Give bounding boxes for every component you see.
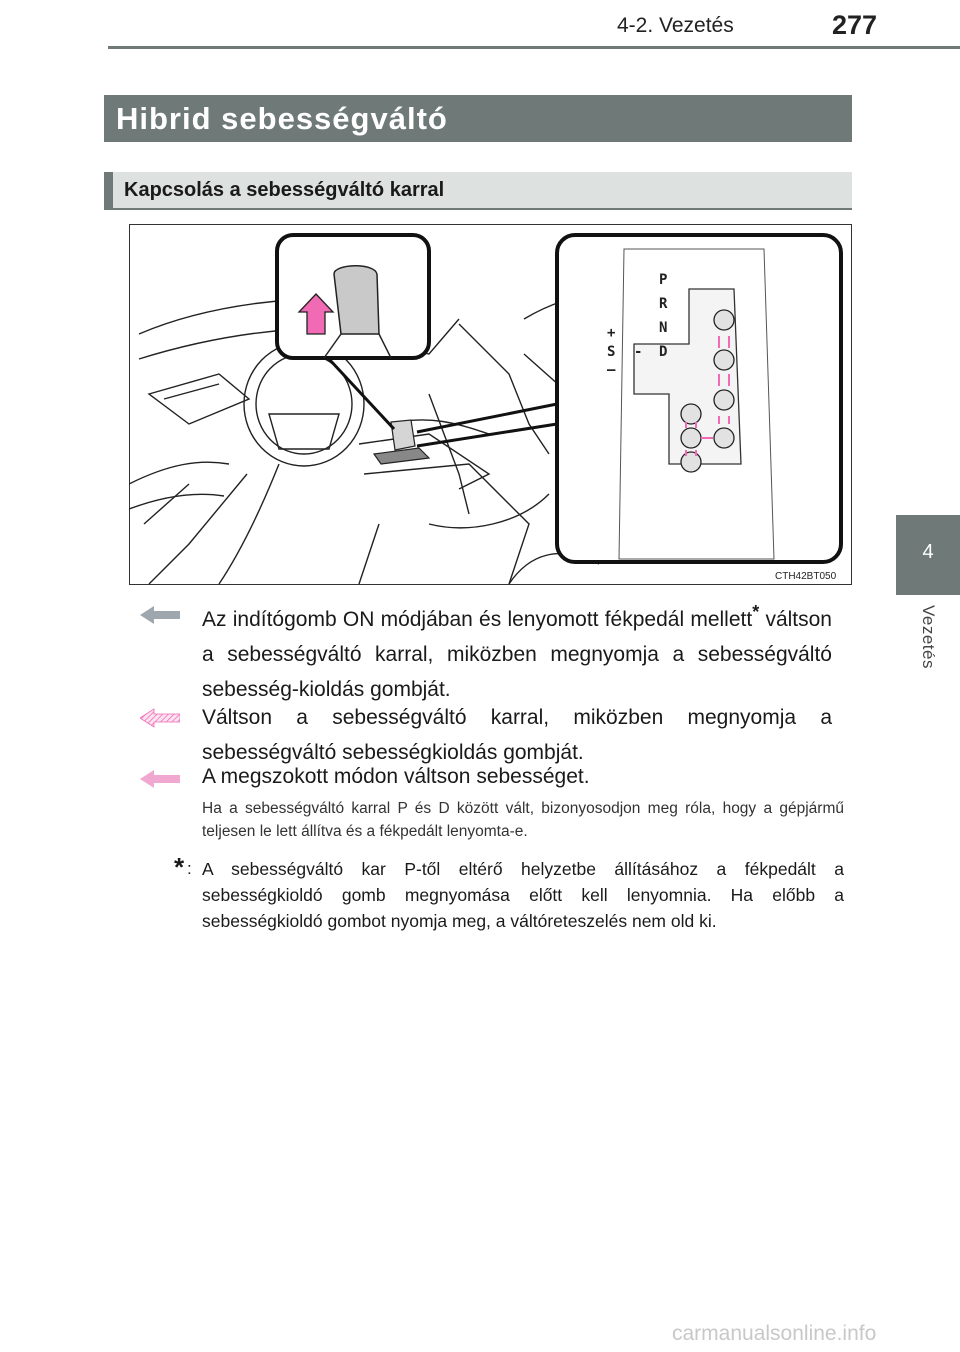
page-number: 277	[832, 10, 878, 40]
gate-label-d: D	[659, 344, 668, 360]
footnote-colon: :	[187, 859, 192, 878]
shift-gate-inset	[557, 235, 841, 562]
gate-label-s: S	[607, 344, 616, 360]
gate-label-n: N	[659, 320, 668, 336]
gate-label-plus: +	[607, 325, 616, 341]
solid-gray-arrow-icon	[140, 605, 180, 625]
subtitle-accent	[104, 172, 113, 210]
gate-label-p: P	[659, 272, 668, 288]
page-title: Hibrid sebességváltó	[116, 101, 448, 136]
legend-item-pink	[140, 759, 860, 799]
caution-note: Ha a sebességváltó karral P és D között vált, bizonyosodjon meg róla, hogy a gépjármű teljesen le lett állítva és a fékpedált lenyomta-e.	[202, 800, 844, 840]
chapter-tab	[896, 515, 960, 595]
legend-item-gray	[140, 595, 860, 705]
gate-label-minus: –	[607, 362, 616, 378]
page-title-bar	[104, 95, 852, 142]
chapter-label: Vezetés	[919, 605, 938, 669]
knob-closeup-inset	[277, 235, 429, 358]
solid-pink-arrow-icon	[140, 769, 180, 789]
gate-label-dash: -	[634, 344, 643, 360]
subtitle: Kapcsolás a sebességváltó karral	[124, 179, 445, 201]
footnote-text: A sebességváltó kar P-től eltérő helyzetbe állításához a fékpedált a sebességkioldó gomb megnyomása előtt kell lenyomnia. Ha előbb a sebességkioldó gombot nyomja meg, a váltóreteszelés nem old ki.	[202, 859, 844, 931]
gate-label-r: R	[659, 296, 668, 312]
shift-lever-illustration	[129, 224, 852, 585]
legend-text-pink: A megszokott módon váltson sebességet.	[202, 765, 590, 788]
header-rule	[108, 46, 960, 49]
hatched-pink-arrow-icon	[140, 708, 180, 728]
legend-text-hatched: Váltson a sebességváltó karral, miközben megnyomja a sebességváltó sebességkioldás gombját.	[202, 706, 832, 764]
chapter-number: 4	[922, 541, 934, 563]
watermark: carmanualsonline.info	[672, 1322, 877, 1345]
figure-code: CTH42BT050	[775, 571, 837, 582]
subtitle-bar	[104, 172, 852, 210]
section-heading: 4-2. Vezetés	[617, 14, 734, 37]
footnote-mark: *	[174, 852, 185, 882]
legend-text-gray: Az indítógomb ON módjában és lenyomott fékpedál mellett* váltson a sebességváltó karral, miközben megnyomja a sebességváltó sebesség-kioldás gombját.	[202, 602, 832, 701]
